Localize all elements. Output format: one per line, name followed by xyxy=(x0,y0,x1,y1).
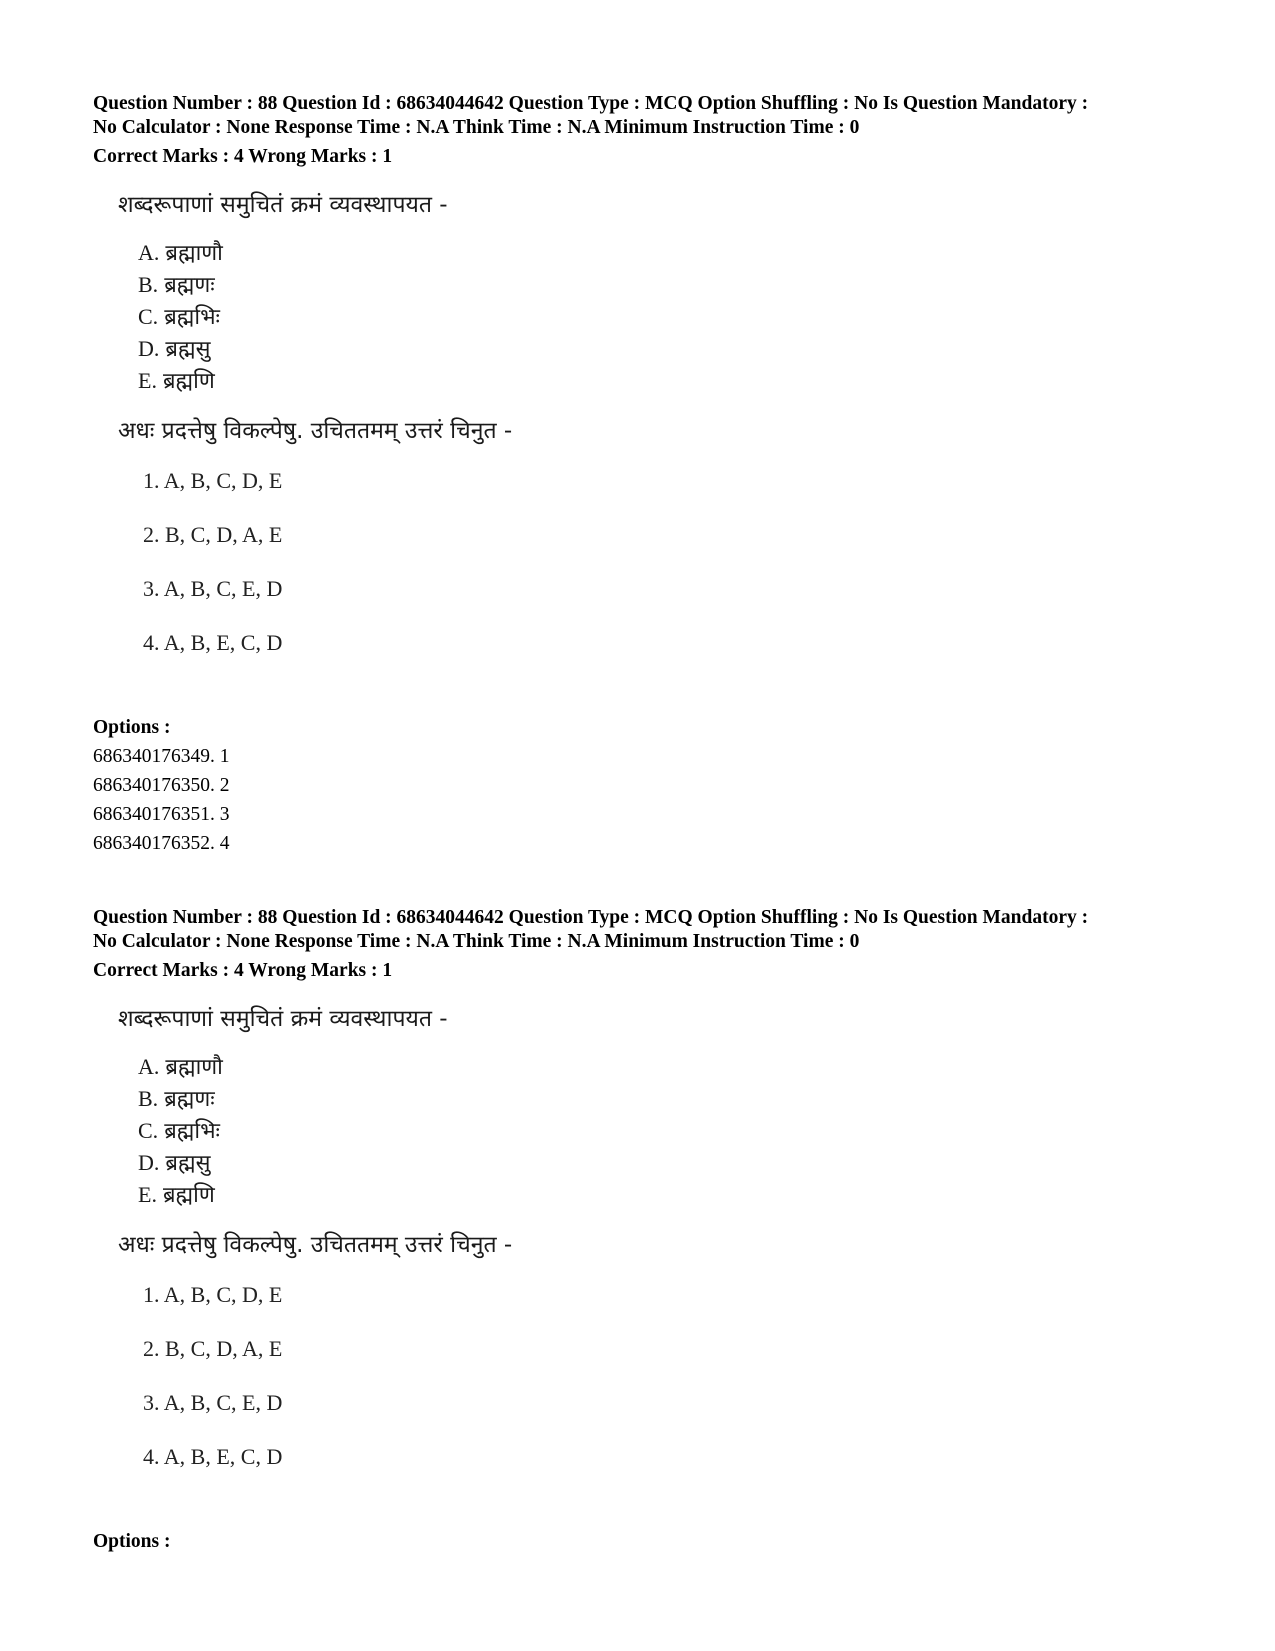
item-text: ब्रह्मणः xyxy=(164,273,215,298)
item-text: ब्रह्मभिः xyxy=(164,1119,220,1144)
question-meta xyxy=(93,92,1203,140)
answer-choice: 4. A, B, E, C, D xyxy=(143,1444,283,1469)
option-id: 686340176350. 2 xyxy=(93,775,230,796)
item-label: D. xyxy=(138,336,160,361)
list-item xyxy=(138,1179,1203,1211)
item-label: A. xyxy=(138,240,160,265)
answer-choice: 1. A, B, C, D, E xyxy=(143,468,283,493)
list-item xyxy=(138,1083,1203,1115)
question-block-2 xyxy=(93,906,1203,1497)
item-text: ब्रह्माणौ xyxy=(165,1055,223,1080)
item-label: D. xyxy=(138,1150,160,1175)
item-text: ब्रह्मणः xyxy=(164,1087,215,1112)
item-label: B. xyxy=(138,272,159,297)
item-label: C. xyxy=(138,1118,159,1143)
question-instruction: शब्दरूपाणां समुचितं क्रमं व्यवस्थापयत - xyxy=(118,1006,448,1032)
answer-choice: 2. B, C, D, A, E xyxy=(143,1336,283,1361)
item-label: A. xyxy=(138,1054,160,1079)
item-text: ब्रह्मणि xyxy=(162,1183,215,1208)
item-label: C. xyxy=(138,304,159,329)
word-form-list xyxy=(138,1051,1203,1211)
question-meta-line-2: No Calculator : None Response Time : N.A Think Time : N.A Minimum Instruction Time : 0 xyxy=(93,931,860,952)
answer-choice: 3. A, B, C, E, D xyxy=(143,576,283,601)
answer-choice: 2. B, C, D, A, E xyxy=(143,522,283,547)
option-id-list xyxy=(93,742,230,858)
list-item xyxy=(138,269,1203,301)
item-label: E. xyxy=(138,1182,157,1207)
marks-info: Correct Marks : 4 Wrong Marks : 1 xyxy=(93,960,393,981)
list-item xyxy=(138,365,1203,397)
list-item xyxy=(138,1051,1203,1083)
options-heading: Options : xyxy=(93,1531,171,1552)
item-label: B. xyxy=(138,1086,159,1111)
option-id: 686340176349. 1 xyxy=(93,746,230,767)
list-item xyxy=(138,237,1203,269)
list-item xyxy=(138,1115,1203,1147)
question-meta-line-1: Question Number : 88 Question Id : 68634044642 Question Type : MCQ Option Shuffling : No Is Question Mandatory : xyxy=(93,907,1089,928)
question-instruction: शब्दरूपाणां समुचितं क्रमं व्यवस्थापयत - xyxy=(118,192,448,218)
item-text: ब्रह्माणौ xyxy=(165,241,223,266)
question-instruction-2: अधः प्रदत्तेषु विकल्पेषु. उचिततमम् उत्तरं चिनुत - xyxy=(118,1232,513,1258)
question-body xyxy=(118,1001,1203,1471)
marks-info: Correct Marks : 4 Wrong Marks : 1 xyxy=(93,146,393,167)
question-meta-line-1: Question Number : 88 Question Id : 68634044642 Question Type : MCQ Option Shuffling : No Is Question Mandatory : xyxy=(93,93,1089,114)
question-block-1 xyxy=(93,92,1203,683)
option-id: 686340176352. 4 xyxy=(93,833,230,854)
options-heading: Options : xyxy=(93,717,171,738)
item-text: ब्रह्मसु xyxy=(165,1151,211,1176)
question-body xyxy=(118,187,1203,657)
list-item xyxy=(138,1147,1203,1179)
item-label: E. xyxy=(138,368,157,393)
answer-choice-list xyxy=(143,467,1203,657)
answer-choice-list xyxy=(143,1281,1203,1471)
answer-choice: 1. A, B, C, D, E xyxy=(143,1282,283,1307)
question-meta-line-2: No Calculator : None Response Time : N.A Think Time : N.A Minimum Instruction Time : 0 xyxy=(93,117,860,138)
item-text: ब्रह्मभिः xyxy=(164,305,220,330)
question-meta xyxy=(93,906,1203,954)
question-instruction-2: अधः प्रदत्तेषु विकल्पेषु. उचिततमम् उत्तरं चिनुत - xyxy=(118,418,513,444)
word-form-list xyxy=(138,237,1203,397)
list-item xyxy=(138,301,1203,333)
item-text: ब्रह्मणि xyxy=(162,369,215,394)
answer-choice: 4. A, B, E, C, D xyxy=(143,630,283,655)
option-id: 686340176351. 3 xyxy=(93,804,230,825)
item-text: ब्रह्मसु xyxy=(165,337,211,362)
answer-choice: 3. A, B, C, E, D xyxy=(143,1390,283,1415)
list-item xyxy=(138,333,1203,365)
